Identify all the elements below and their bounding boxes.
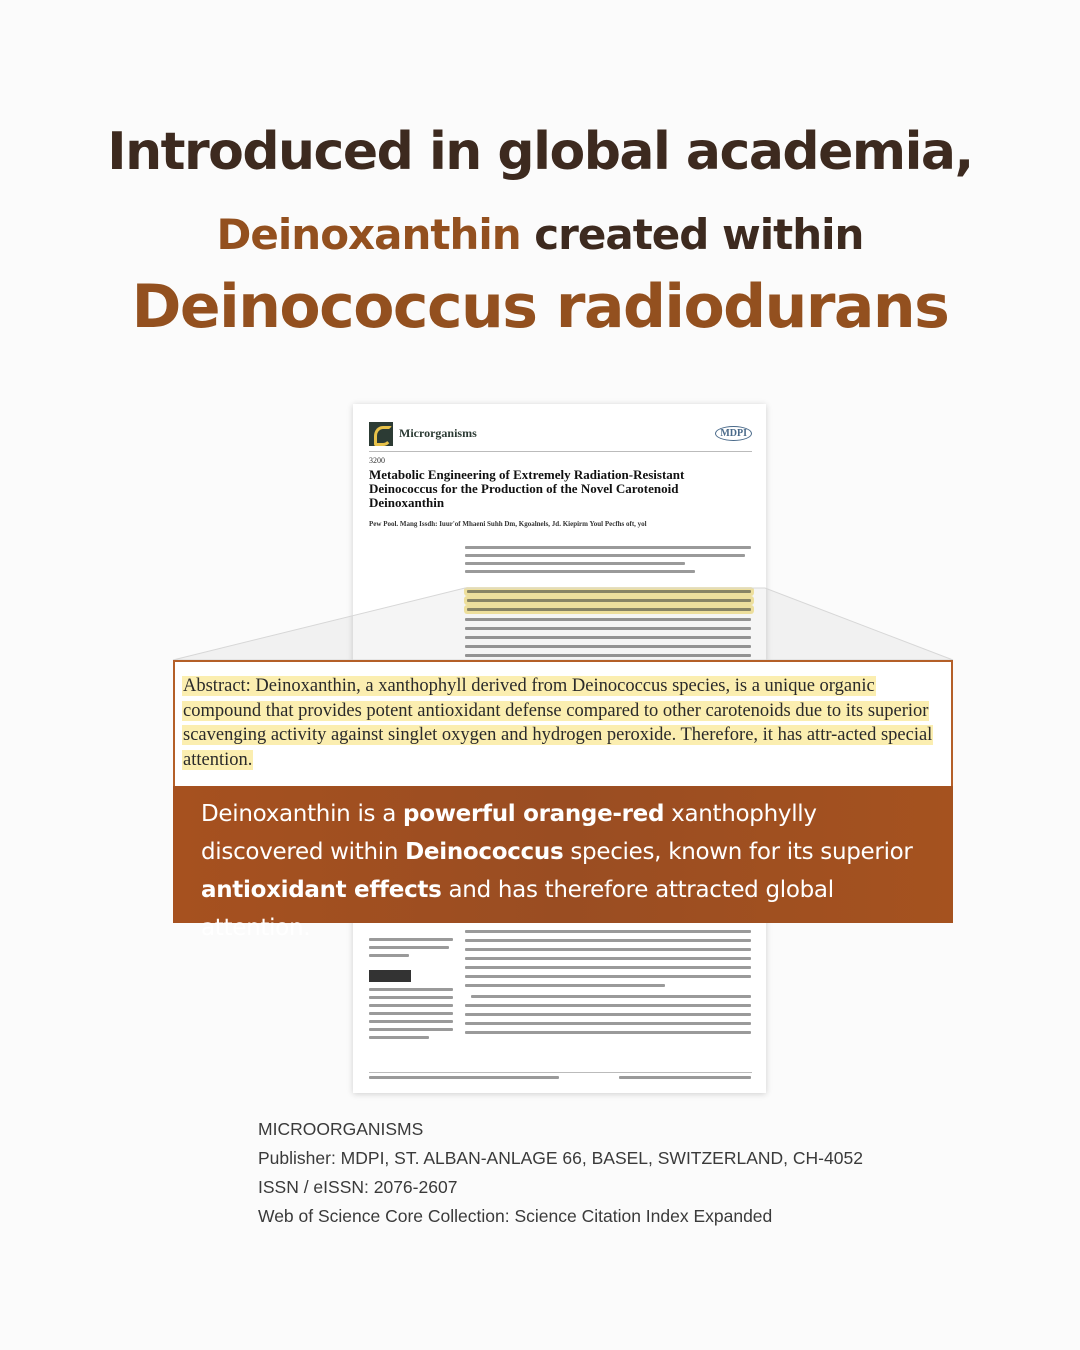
paper-text-line — [471, 995, 751, 998]
paper-text-line — [465, 645, 751, 648]
journal-info-name: MICROORGANISMS — [258, 1119, 424, 1139]
paper-text-line — [465, 627, 751, 630]
paper-text-line — [465, 930, 751, 933]
paper-header — [369, 422, 752, 452]
paper-highlighted-line — [467, 599, 751, 602]
summary-text: species, known for its superior — [563, 839, 913, 865]
paper-text-line — [369, 1028, 453, 1031]
journal-logo-icon — [369, 422, 393, 446]
paper-text-line — [465, 939, 751, 942]
paper-text-line — [369, 996, 453, 999]
summary-bold-text: powerful orange-red — [403, 801, 665, 827]
paper-text-line — [465, 554, 745, 557]
paper-text-line — [465, 1022, 751, 1025]
headline-line-1: Introduced in global academia, — [107, 122, 973, 182]
paper-footer-text — [369, 1076, 559, 1079]
summary-bold-text: antioxidant effects — [201, 877, 442, 903]
article-authors: Pew Pool. Mang Issdh: Iuur'of Mhaeni Suhh Dm, Kgoalnels, Jd. Kiepirm Youl Pecfhs oft, yol — [369, 520, 647, 528]
paper-text-line — [465, 562, 685, 565]
paper-text-line — [465, 975, 751, 978]
headline-line-2 — [0, 210, 1080, 259]
paper-text-line — [369, 946, 449, 949]
paper-footer-rule — [369, 1072, 752, 1073]
article-number: 3200 — [369, 456, 385, 465]
paper-text-line — [465, 654, 751, 657]
paper-text-line — [465, 984, 665, 987]
headline-line-2-rest: created within — [520, 210, 864, 259]
paper-text-line — [465, 570, 695, 573]
paper-text-line — [465, 957, 751, 960]
summary-bold-text: Deinococcus — [405, 839, 564, 865]
journal-name: Microrganisms — [399, 426, 477, 440]
headline-accent-deinoxanthin: Deinoxanthin — [216, 210, 521, 259]
abstract-callout — [173, 660, 953, 941]
journal-info-index: Web of Science Core Collection: Science Citation Index Expanded — [258, 1206, 773, 1226]
paper-text-line — [465, 966, 751, 969]
summary-text: xanthophylly discovered within — [201, 801, 817, 865]
paper-highlighted-line — [467, 590, 751, 593]
paper-text-line — [465, 1004, 751, 1007]
paper-text-line — [465, 618, 751, 621]
journal-info-issn: ISSN / eISSN: 2076-2607 — [258, 1177, 458, 1197]
publisher-logo: MDPI — [715, 426, 752, 441]
paper-text-line — [465, 948, 751, 951]
paper-text-line — [369, 988, 453, 991]
paper-text-line — [465, 546, 751, 549]
summary-text: and has therefore attracted global attention. — [201, 877, 834, 941]
abstract-text: Abstract: Deinoxanthin, a xanthophyll derived from Deinococcus species, is a unique organic compound that provides potent antioxidant defense compared to other carotenoids due to its superior scavenging activity against singlet oxygen and hydrogen peroxide. Therefore, it has attr-acted special attention. — [183, 676, 933, 770]
paper-highlighted-line — [467, 608, 751, 611]
paper-text-line — [369, 938, 453, 941]
article-title: Metabolic Engineering of Extremely Radiation-Resistant Deinococcus for the Production of the Novel Carotenoid Deinoxanthin — [369, 467, 685, 510]
paper-text-line — [369, 1004, 453, 1007]
headline-line-3: Deinococcus radiodurans — [131, 272, 949, 342]
abstract-panel — [173, 660, 953, 786]
paper-text-line — [465, 1013, 751, 1016]
summary-panel — [173, 786, 953, 941]
paper-text-line — [369, 1020, 453, 1023]
paper-text-line — [465, 636, 751, 639]
paper-text-line — [369, 1012, 453, 1015]
license-badge-icon — [369, 970, 411, 982]
paper-footer-text — [619, 1076, 751, 1079]
summary-text: Deinoxanthin is a — [201, 801, 404, 827]
paper-text-line — [465, 1031, 751, 1034]
paper-text-line — [369, 954, 409, 957]
paper-text-line — [369, 1036, 429, 1039]
journal-info-publisher: Publisher: MDPI, ST. ALBAN-ANLAGE 66, BASEL, SWITZERLAND, CH-4052 — [258, 1148, 863, 1168]
